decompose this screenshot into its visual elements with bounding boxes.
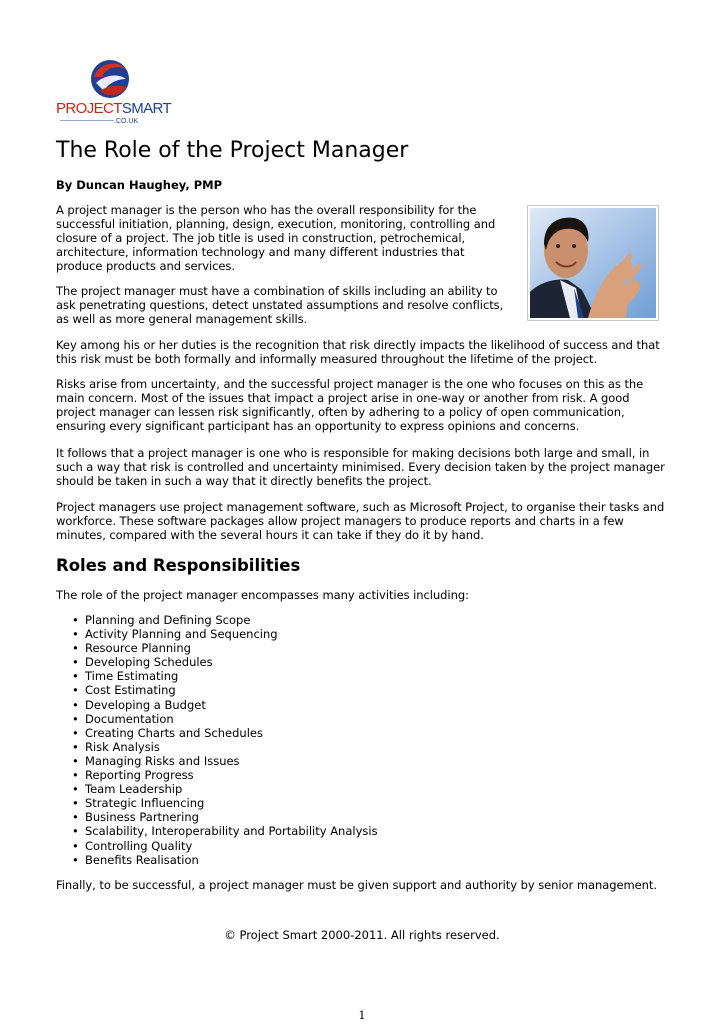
list-item: • Documentation	[72, 712, 378, 726]
list-item: • Benefits Realisation	[72, 853, 378, 867]
logo-domain: .CO.UK	[114, 118, 139, 125]
section-heading: Roles and Responsibilities	[56, 556, 301, 575]
paragraph-1: A project manager is the person who has the overall responsibility for the successful initiation, planning, design, execution, monitoring, controlling and closure of a project. The job title is used in construction, petrochemical, architecture, information technology and many different industries that produce products and services.	[56, 203, 496, 274]
paragraph-3: Key among his or her duties is the recognition that risk directly impacts the likelihood of success and that this risk must be both formally and informally measured throughout the lifetime of the project.	[56, 338, 660, 367]
portrait-image	[530, 208, 656, 318]
paragraph-6: Project managers use project management software, such as Microsoft Project, to organise their tasks and workforce. These software packages allow project managers to produce reports and charts in a few minutes, compared with the several hours it can take if they do it by hand.	[56, 500, 665, 543]
list-item: • Activity Planning and Sequencing	[72, 627, 378, 641]
list-item: • Developing a Budget	[72, 698, 378, 712]
list-item: • Reporting Progress	[72, 768, 378, 782]
list-item: • Scalability, Interoperability and Portability Analysis	[72, 824, 378, 838]
paragraph-2: The project manager must have a combination of skills including an ability to ask penetrating questions, detect unstated assumptions and resolve conflicts, as well as more general management skills.	[56, 284, 504, 327]
list-item: • Business Partnering	[72, 810, 378, 824]
list-item: • Creating Charts and Schedules	[72, 726, 378, 740]
list-item: • Cost Estimating	[72, 683, 378, 697]
page-number: 1	[358, 1009, 366, 1022]
copyright-notice: © Project Smart 2000-2011. All rights reserved.	[224, 928, 500, 942]
list-item: • Strategic Influencing	[72, 796, 378, 810]
list-item: • Controlling Quality	[72, 839, 378, 853]
list-item: • Risk Analysis	[72, 740, 378, 754]
logo-globe-icon	[88, 57, 132, 101]
paragraph-5: It follows that a project manager is one who is responsible for making decisions both large and small, in such a way that risk is controlled and uncertainty minimised. Every decision taken by the project manager should be taken in such a way that it directly benefits the project.	[56, 446, 665, 489]
list-item: • Managing Risks and Issues	[72, 754, 378, 768]
projectsmart-logo	[56, 57, 170, 127]
logo-wordmark: PROJECTSMART	[56, 100, 172, 117]
paragraph-4: Risks arise from uncertainty, and the successful project manager is the one who focuses on this as the main concern. Most of the issues that impact a project arise in one-way or another from risk. A good project manager can lessen risk significantly, often by adhering to a policy of open communication, ensuring every significant participant has an opportunity to express opinions and concerns.	[56, 377, 644, 434]
page-title: The Role of the Project Manager	[56, 138, 409, 163]
author-byline: By Duncan Haughey, PMP	[56, 178, 223, 192]
list-item: • Planning and Defining Scope	[72, 613, 378, 627]
list-item: • Resource Planning	[72, 641, 378, 655]
author-photo	[527, 205, 659, 321]
section-intro: The role of the project manager encompasses many activities including:	[56, 588, 469, 602]
list-item: • Time Estimating	[72, 669, 378, 683]
list-item: • Developing Schedules	[72, 655, 378, 669]
closing-paragraph: Finally, to be successful, a project manager must be given support and authority by senior management.	[56, 878, 657, 892]
logo-divider	[60, 120, 114, 121]
list-item: • Team Leadership	[72, 782, 378, 796]
activities-list	[72, 613, 378, 867]
